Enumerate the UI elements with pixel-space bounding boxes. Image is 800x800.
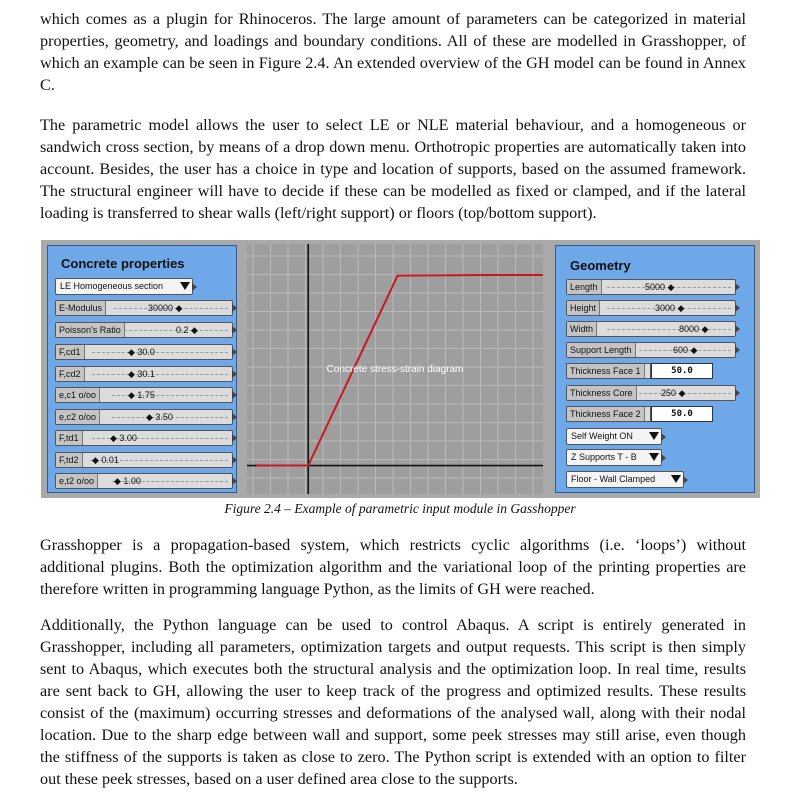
slider-f-td2[interactable] [55,452,233,468]
output-grip-icon [735,304,740,312]
paragraph-python-abaqus: Additionally, the Python language can be used to control Abaqus. A script is entirely generated in Grasshopper, including all parameters, optimization targets and output requests. This script is then simply sent to Abaqus, which executes both the structural analysis and the optimization loop. In real time, results are sent back to GH, allowing the user to keep track of the progress and optimized results. These results consist of the (maximum) occurring stresses and deformations of the analysed wall, along with their nodal location. Due to the sharp edge between wall and support, some peek stresses may still arise, even though the stiffness of the supports is taken as close to zero. The Python script is extended with an option to filter out these peek stresses, based on a user defined area close to the supports. [40,616,746,788]
output-grip-icon [232,304,237,312]
thickness-face-1-label: Thickness Face 1 [567,364,645,378]
output-grip-icon [735,389,740,397]
slider-value: ◆ 30.1 [128,369,155,379]
z-supports-dropdown[interactable] [566,449,662,466]
floor-wall-dropdown[interactable] [566,471,684,488]
output-grip-icon [192,283,197,291]
output-grip-icon [735,325,740,333]
slider-label: F,td2 [56,453,83,467]
data-point [256,464,258,466]
material-dropdown-value: LE Homogeneous section [60,281,164,291]
grasshopper-figure [41,240,760,498]
thickness-face-2-value: 50.0 [651,406,713,422]
thickness-core-slider[interactable] [566,385,736,401]
output-grip-icon [735,346,740,354]
slider-value: 8000 ◆ [679,324,709,334]
slider-f-td1[interactable] [55,430,233,446]
slider-label: F,cd2 [56,367,85,381]
slider-value: ◆ 1.75 [128,390,155,400]
chart-title: Concrete stress-strain diagram [326,364,464,375]
slider-value: 3000 ◆ [655,303,685,313]
output-grip-icon [661,433,666,441]
slider-label: e,c2 o/oo [56,410,100,424]
slider-label: E-Modulus [56,301,106,315]
slider-value: ◆ 0.01 [92,455,119,465]
paragraph-intro: which comes as a plugin for Rhinoceros. The large amount of parameters can be categorized in material properties, geometry, and loadings and boundary conditions. All of these are modelled in Grasshopper, of which an example can be seen in Figure 2.4. An extended overview of the GH model can be found in Annex C. [40,10,746,94]
figure-caption: Figure 2.4 – Example of parametric input module in Gasshopper [224,501,576,516]
slider-poisson-s-ratio[interactable] [55,322,233,338]
thickness-core-label: Thickness Core [567,386,637,400]
slider-f-cd2[interactable] [55,366,233,382]
thickness-core-value: 250 ◆ [661,388,686,398]
slider-value: ◆ 30.0 [128,347,155,357]
dropdown-arrow-icon [649,453,659,461]
output-grip-icon [232,348,237,356]
stress-strain-chart [247,244,543,494]
output-grip-icon [232,456,237,464]
dropdown-arrow-icon [649,432,659,440]
paragraph-parametric-model: The parametric model allows the user to select LE or NLE material behaviour, and a homogeneous or sandwich cross section, by means of a drop down menu. Orthotropic properties are automatically taken into account. Besides, the user has a choice in type and location of supports, based on the assumed framework. The structural engineer will have to decide if these can be modelled as fixed or clamped, and if the lateral loading is transferred to shear walls (left/right support) or floors (top/bottom support). [40,116,746,222]
slider-width[interactable] [566,321,736,337]
slider-label: Poisson's Ratio [56,323,125,337]
slider-label: F,td1 [56,431,83,445]
slider-label: Length [567,280,602,294]
output-grip-icon [232,326,237,334]
thickness-face-1-slider[interactable] [566,363,693,379]
thickness-face-2-label: Thickness Face 2 [567,407,645,421]
data-point [396,274,398,276]
slider-height[interactable] [566,300,736,316]
slider-label: Height [567,301,600,315]
thickness-face-2-slider[interactable] [566,406,693,422]
slider-value: 5000 ◆ [645,282,675,292]
slider-value: ◆ 3.50 [146,412,173,422]
dropdown-arrow-icon [180,282,190,290]
slider-e-c1-o-oo[interactable] [55,387,233,403]
output-grip-icon [683,476,688,484]
output-grip-icon [232,391,237,399]
concrete-panel-title: Concrete properties [61,256,185,271]
output-grip-icon [232,434,237,442]
slider-value: ◆ 3.00 [110,433,137,443]
slider-label: Width [567,322,597,336]
slider-f-cd1[interactable] [55,344,233,360]
slider-value: ◆ 1.00 [114,476,141,486]
slider-e-modulus[interactable] [55,300,233,316]
slider-label: e,c1 o/oo [56,388,100,402]
slider-label: e,t2 o/oo [56,474,98,488]
output-grip-icon [232,477,237,485]
z-supports-value: Z Supports T - B [571,452,637,462]
floor-wall-value: Floor - Wall Clamped [571,474,656,484]
material-dropdown[interactable] [55,278,193,295]
slider-support-length[interactable] [566,342,736,358]
slider-value: 0.2 ◆ [176,325,198,335]
concrete-properties-panel [47,245,237,493]
slider-length[interactable] [566,279,736,295]
output-grip-icon [232,413,237,421]
data-point [486,274,488,276]
geometry-panel-title: Geometry [570,258,631,273]
output-grip-icon [232,370,237,378]
slider-value: 30000 ◆ [148,303,183,313]
thickness-face-1-value: 50.0 [651,363,713,379]
slider-value: 600 ◆ [673,345,698,355]
output-grip-icon [661,454,666,462]
paragraph-grasshopper: Grasshopper is a propagation-based system, which restricts cyclic algorithms (i.e. ‘loops’) without additional plugins. Both the optimization algorithm and the variational loop of the printing properties are therefore written in programming language Python, as the limits of GH were reached. [40,536,746,598]
slider-label: F,cd1 [56,345,85,359]
slider-e-t2-o-oo[interactable] [55,473,233,489]
self-weight-value: Self Weight ON [571,431,633,441]
slider-e-c2-o-oo[interactable] [55,409,233,425]
slider-label: Support Length [567,343,636,357]
geometry-panel [555,245,755,493]
dropdown-arrow-icon [671,475,681,483]
output-grip-icon [735,283,740,291]
data-point [307,464,309,466]
self-weight-dropdown[interactable] [566,428,662,445]
